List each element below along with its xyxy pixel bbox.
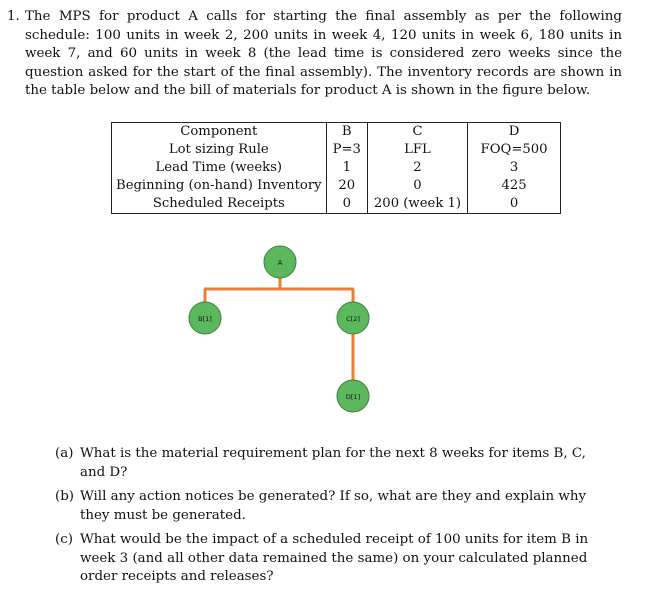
table-cell: 20 [326,177,367,195]
bom-node-b [189,302,221,334]
node-label-a: A [277,259,283,267]
question-c [55,531,611,587]
question-text: What is the material requirement plan for the next 8 weeks for items B, C, and D? [80,446,586,480]
question-label: (b) [55,489,75,504]
problem-number: 1. [7,9,20,24]
table-cell: Lot sizing Rule [112,141,327,159]
table-cell: 0 [326,195,367,214]
table-cell: 2 [367,159,467,177]
table-cell: 0 [468,195,561,214]
table-cell: C [367,123,467,142]
table-cell: P=3 [326,141,367,159]
bom-connector-lines [204,278,354,380]
table-cell: Component [112,123,327,142]
table-cell: 0 [367,177,467,195]
question-b [55,488,611,525]
bom-node-d [337,380,369,412]
table-cell: 200 (week 1) [367,195,467,214]
table-cell: Scheduled Receipts [112,195,327,214]
node-label-d: D[1] [345,393,361,401]
table-cell: FOQ=500 [468,141,561,159]
node-label-b: B[1] [198,315,212,323]
table-cell: Lead Time (weeks) [112,159,327,177]
bom-node-a [264,246,296,278]
table-cell: Beginning (on-hand) Inventory [112,177,327,195]
table-cell: LFL [367,141,467,159]
node-label-c: C[2] [346,315,360,323]
table-cell: B [326,123,367,142]
questions-list [55,445,611,593]
question-label: (a) [55,446,74,461]
question-label: (c) [55,532,73,547]
question-text: What would be the impact of a scheduled receipt of 100 units for item B in week 3 (and all other data remained the same) on your calculated planned order receipts and releases? [80,532,589,584]
question-a [55,445,611,482]
problem-text: The MPS for product A calls for starting the final assembly as per the following schedule: 100 units in week 2, 200 units in week 4, 120 units in week 6, 180 units in week 7, and 60 units in week 8 (the lead time is considered zero weeks since the question asked for the start of the final assembly). The inventory records are shown in the table below and the bill of materials for product A is shown in the figure below. [25,9,622,98]
table-cell: D [468,123,561,142]
question-text: Will any action notices be generated? If so, what are they and explain why they must be generated. [80,489,587,523]
bom-node-c [337,302,369,334]
table-cell: 1 [326,159,367,177]
table-cell: 425 [468,177,561,195]
table-cell: 3 [468,159,561,177]
